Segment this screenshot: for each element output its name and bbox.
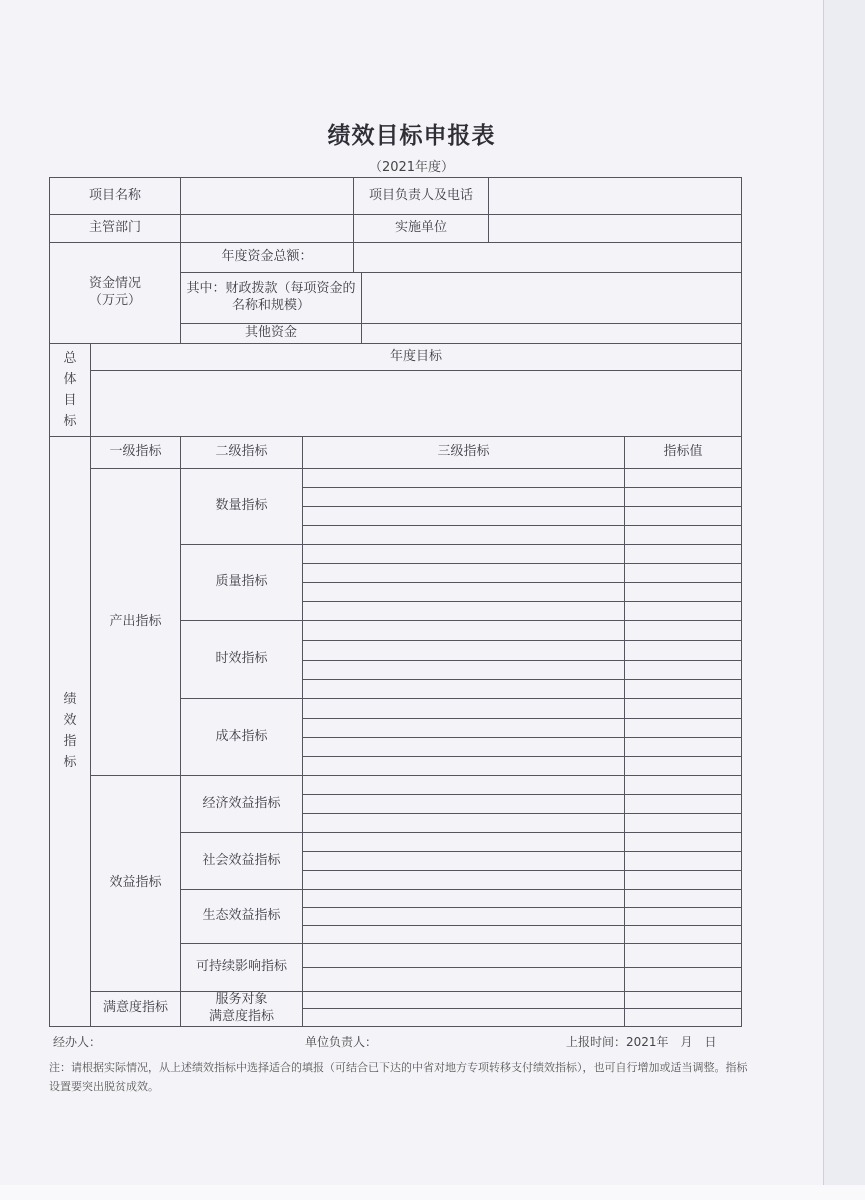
indicators-char: 指 — [63, 734, 77, 750]
level3-cell[interactable] — [303, 1009, 625, 1026]
value-cell[interactable] — [625, 833, 742, 852]
level3-cell[interactable] — [303, 583, 625, 602]
level3-cell[interactable] — [303, 621, 625, 641]
level3-cell[interactable] — [303, 507, 625, 526]
level3-cell[interactable] — [303, 814, 625, 833]
value-cell[interactable] — [625, 545, 742, 564]
funds-other-label: 其他资金 — [181, 324, 362, 344]
value-cell[interactable] — [625, 661, 742, 680]
level3-cell[interactable] — [303, 890, 625, 908]
social-indicator-label: 社会效益指标 — [181, 833, 303, 890]
level3-cell[interactable] — [303, 757, 625, 776]
level3-cell[interactable] — [303, 469, 625, 488]
indicators-char: 绩 — [63, 692, 77, 708]
scan-bottom-band — [0, 1185, 865, 1200]
funds-total-field[interactable] — [354, 243, 742, 273]
level3-cell[interactable] — [303, 944, 625, 968]
value-cell[interactable] — [625, 719, 742, 738]
value-cell[interactable] — [625, 890, 742, 908]
value-cell[interactable] — [625, 968, 742, 992]
value-cell[interactable] — [625, 680, 742, 699]
service-satisfaction-line1: 服务对象 — [215, 992, 268, 1007]
department-label: 主管部门 — [50, 215, 181, 243]
value-cell[interactable] — [625, 738, 742, 757]
value-cell[interactable] — [625, 621, 742, 641]
value-cell[interactable] — [625, 564, 742, 583]
value-cell[interactable] — [625, 507, 742, 526]
level3-cell[interactable] — [303, 852, 625, 871]
output-indicator-label: 产出指标 — [91, 469, 181, 776]
value-header: 指标值 — [625, 437, 742, 469]
indicators-label — [50, 437, 91, 1027]
level3-cell[interactable] — [303, 795, 625, 814]
level3-cell[interactable] — [303, 545, 625, 564]
value-cell[interactable] — [625, 908, 742, 926]
level3-cell[interactable] — [303, 908, 625, 926]
annual-goal-header: 年度目标 — [91, 344, 742, 371]
unit-leader-label: 单位负责人： — [305, 1035, 378, 1049]
level3-cell[interactable] — [303, 738, 625, 757]
funds-other-field[interactable] — [362, 324, 742, 344]
timeliness-indicator-label: 时效指标 — [181, 621, 303, 699]
level3-cell[interactable] — [303, 992, 625, 1009]
service-satisfaction-line2: 满意度指标 — [209, 1008, 275, 1024]
quantity-indicator-label: 数量指标 — [181, 469, 303, 545]
level3-cell[interactable] — [303, 833, 625, 852]
overall-goal-label — [50, 344, 91, 437]
funds-fiscal-label: 其中：财政拨款（每项资金的名称和规模） — [181, 273, 362, 324]
sustainable-indicator-label: 可持续影响指标 — [181, 944, 303, 992]
form-note: 注：请根据实际情况，从上述绩效指标中选择适合的填报（可结合已下达的中省对地方专项转移支付绩效指标），也可自行增加或适当调整。指标设置要突出脱贫成效。 — [49, 1061, 748, 1093]
benefit-indicator-label: 效益指标 — [91, 776, 181, 992]
level3-cell[interactable] — [303, 719, 625, 738]
implementer-label: 实施单位 — [354, 215, 489, 243]
value-cell[interactable] — [625, 583, 742, 602]
project-name-label: 项目名称 — [50, 178, 181, 215]
funds-fiscal-field[interactable] — [362, 273, 742, 324]
level3-cell[interactable] — [303, 526, 625, 545]
report-time-label: 上报时间：2021年 月 日 — [566, 1035, 717, 1049]
value-cell[interactable] — [625, 526, 742, 545]
level3-cell[interactable] — [303, 776, 625, 795]
level3-cell[interactable] — [303, 641, 625, 661]
value-cell[interactable] — [625, 814, 742, 833]
project-leader-field[interactable] — [489, 178, 742, 215]
level3-cell[interactable] — [303, 680, 625, 699]
level1-header: 一级指标 — [91, 437, 181, 469]
level2-header: 二级指标 — [181, 437, 303, 469]
level3-cell[interactable] — [303, 602, 625, 621]
indicators-char: 效 — [63, 713, 77, 729]
indicators-char: 标 — [63, 755, 77, 771]
value-cell[interactable] — [625, 488, 742, 507]
funds-label — [50, 243, 181, 344]
funds-total-label: 年度资金总额： — [181, 243, 354, 273]
level3-cell[interactable] — [303, 871, 625, 890]
value-cell[interactable] — [625, 1009, 742, 1026]
implementer-field[interactable] — [489, 215, 742, 243]
value-cell[interactable] — [625, 699, 742, 719]
value-cell[interactable] — [625, 469, 742, 488]
level3-cell[interactable] — [303, 488, 625, 507]
ecological-indicator-label: 生态效益指标 — [181, 890, 303, 944]
value-cell[interactable] — [625, 871, 742, 890]
value-cell[interactable] — [625, 602, 742, 621]
project-leader-label: 项目负责人及电话 — [354, 178, 489, 215]
funds-label-line2: （万元） — [89, 293, 142, 308]
service-satisfaction-label — [181, 992, 303, 1027]
overall-goal-char: 体 — [63, 372, 77, 387]
overall-goal-char: 总 — [63, 351, 77, 366]
cost-indicator-label: 成本指标 — [181, 699, 303, 776]
value-cell[interactable] — [625, 852, 742, 871]
level3-cell[interactable] — [303, 661, 625, 680]
value-cell[interactable] — [625, 795, 742, 814]
level3-cell[interactable] — [303, 699, 625, 719]
level3-cell[interactable] — [303, 968, 625, 992]
value-cell[interactable] — [625, 926, 742, 944]
department-field[interactable] — [181, 215, 354, 243]
form-year: （2021年度） — [368, 160, 455, 175]
value-cell[interactable] — [625, 992, 742, 1009]
overall-goal-char: 标 — [63, 414, 77, 429]
level3-cell[interactable] — [303, 926, 625, 944]
economic-indicator-label: 经济效益指标 — [181, 776, 303, 833]
overall-goal-char: 目 — [63, 393, 77, 408]
annual-goal-field[interactable] — [91, 371, 742, 437]
quality-indicator-label: 质量指标 — [181, 545, 303, 621]
value-cell[interactable] — [625, 757, 742, 776]
funds-label-line1: 资金情况 — [89, 276, 142, 292]
satisfaction-indicator-label: 满意度指标 — [91, 992, 181, 1027]
performance-target-table — [49, 177, 742, 1027]
level3-header: 三级指标 — [303, 437, 625, 469]
value-cell[interactable] — [625, 641, 742, 661]
value-cell[interactable] — [625, 776, 742, 795]
value-cell[interactable] — [625, 944, 742, 968]
handler-label: 经办人： — [53, 1035, 102, 1049]
scan-edge — [823, 0, 865, 1200]
project-name-field[interactable] — [181, 178, 354, 215]
level3-cell[interactable] — [303, 564, 625, 583]
form-title: 绩效目标申报表 — [327, 122, 496, 149]
